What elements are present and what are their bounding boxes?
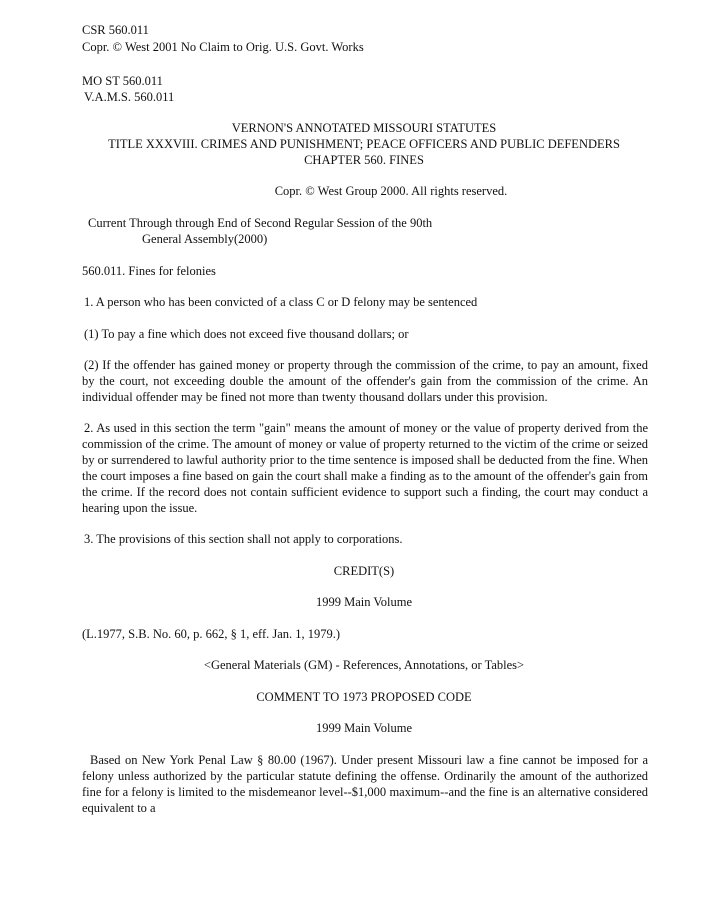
currency-line-2: General Assembly(2000): [142, 232, 268, 246]
header-mo-st: MO ST 560.011: [82, 74, 163, 88]
paragraph-1: 1. A person who has been convicted of a class C or D felony may be sentenced: [84, 295, 478, 309]
statute-title-line-3: CHAPTER 560. FINES: [304, 153, 424, 167]
paragraph-1-subsection-2: (2) If the offender has gained money or property through the commission of the crime, to pay an amount, fixed by the court, not exceeding double the amount of the offender's gain from the commission of the crime. An individual offender may be fined not more than twenty thousand dollars under this provision.: [82, 358, 648, 404]
credits-volume: 1999 Main Volume: [315, 595, 413, 609]
statute-title-line-1: VERNON'S ANNOTATED MISSOURI STATUTES: [231, 121, 497, 135]
statute-title-line-2: TITLE XXXVIII. CRIMES AND PUNISHMENT; PEACE OFFICERS AND PUBLIC DEFENDERS: [108, 137, 620, 151]
comment-heading: COMMENT TO 1973 PROPOSED CODE: [256, 690, 472, 704]
header-vams: V.A.M.S. 560.011: [84, 90, 175, 104]
comment-text: Based on New York Penal Law § 80.00 (1967). Under present Missouri law a fine cannot be imposed for a felony unless authorized by the particular statute defining the offense. Ordinarily the amount of the authorized fine for a felony is limited to the misdemeanor level--$1,000 maximum--and the fine is an alternative considered equivalent to a: [82, 753, 648, 815]
section-heading: 560.011. Fines for felonies: [82, 264, 216, 278]
header-citation: CSR 560.011: [82, 23, 149, 37]
general-materials-link[interactable]: <General Materials (GM) - References, Annotations, or Tables>: [203, 658, 525, 672]
header-copyright: Copr. © West 2001 No Claim to Orig. U.S. Govt. Works: [82, 40, 364, 54]
comment-volume: 1999 Main Volume: [315, 721, 413, 735]
credits-heading: CREDIT(S): [333, 564, 395, 578]
paragraph-1-subsection-1: (1) To pay a fine which does not exceed five thousand dollars; or: [84, 327, 409, 341]
currency-line-1: Current Through through End of Second Regular Session of the 90th: [88, 216, 433, 230]
paragraph-3: 3. The provisions of this section shall not apply to corporations.: [84, 532, 403, 546]
paragraph-2: 2. As used in this section the term "gain" means the amount of money or the value of property derived from the commission of the crime. The amount of money or value of property returned to the victim of the crime or seized by or surrendered to lawful authority prior to the time sentence is imposed shall be deducted from the fine. When the court imposes a fine based on gain the court shall make a finding as to the amount of the offender's gain from the crime. If the record does not contain sufficient evidence to support such a finding, the court may conduct a hearing upon the issue.: [82, 421, 648, 515]
publisher-copyright: Copr. © West Group 2000. All rights reserved.: [274, 184, 508, 198]
credits-history: (L.1977, S.B. No. 60, p. 662, § 1, eff. Jan. 1, 1979.): [82, 627, 341, 641]
